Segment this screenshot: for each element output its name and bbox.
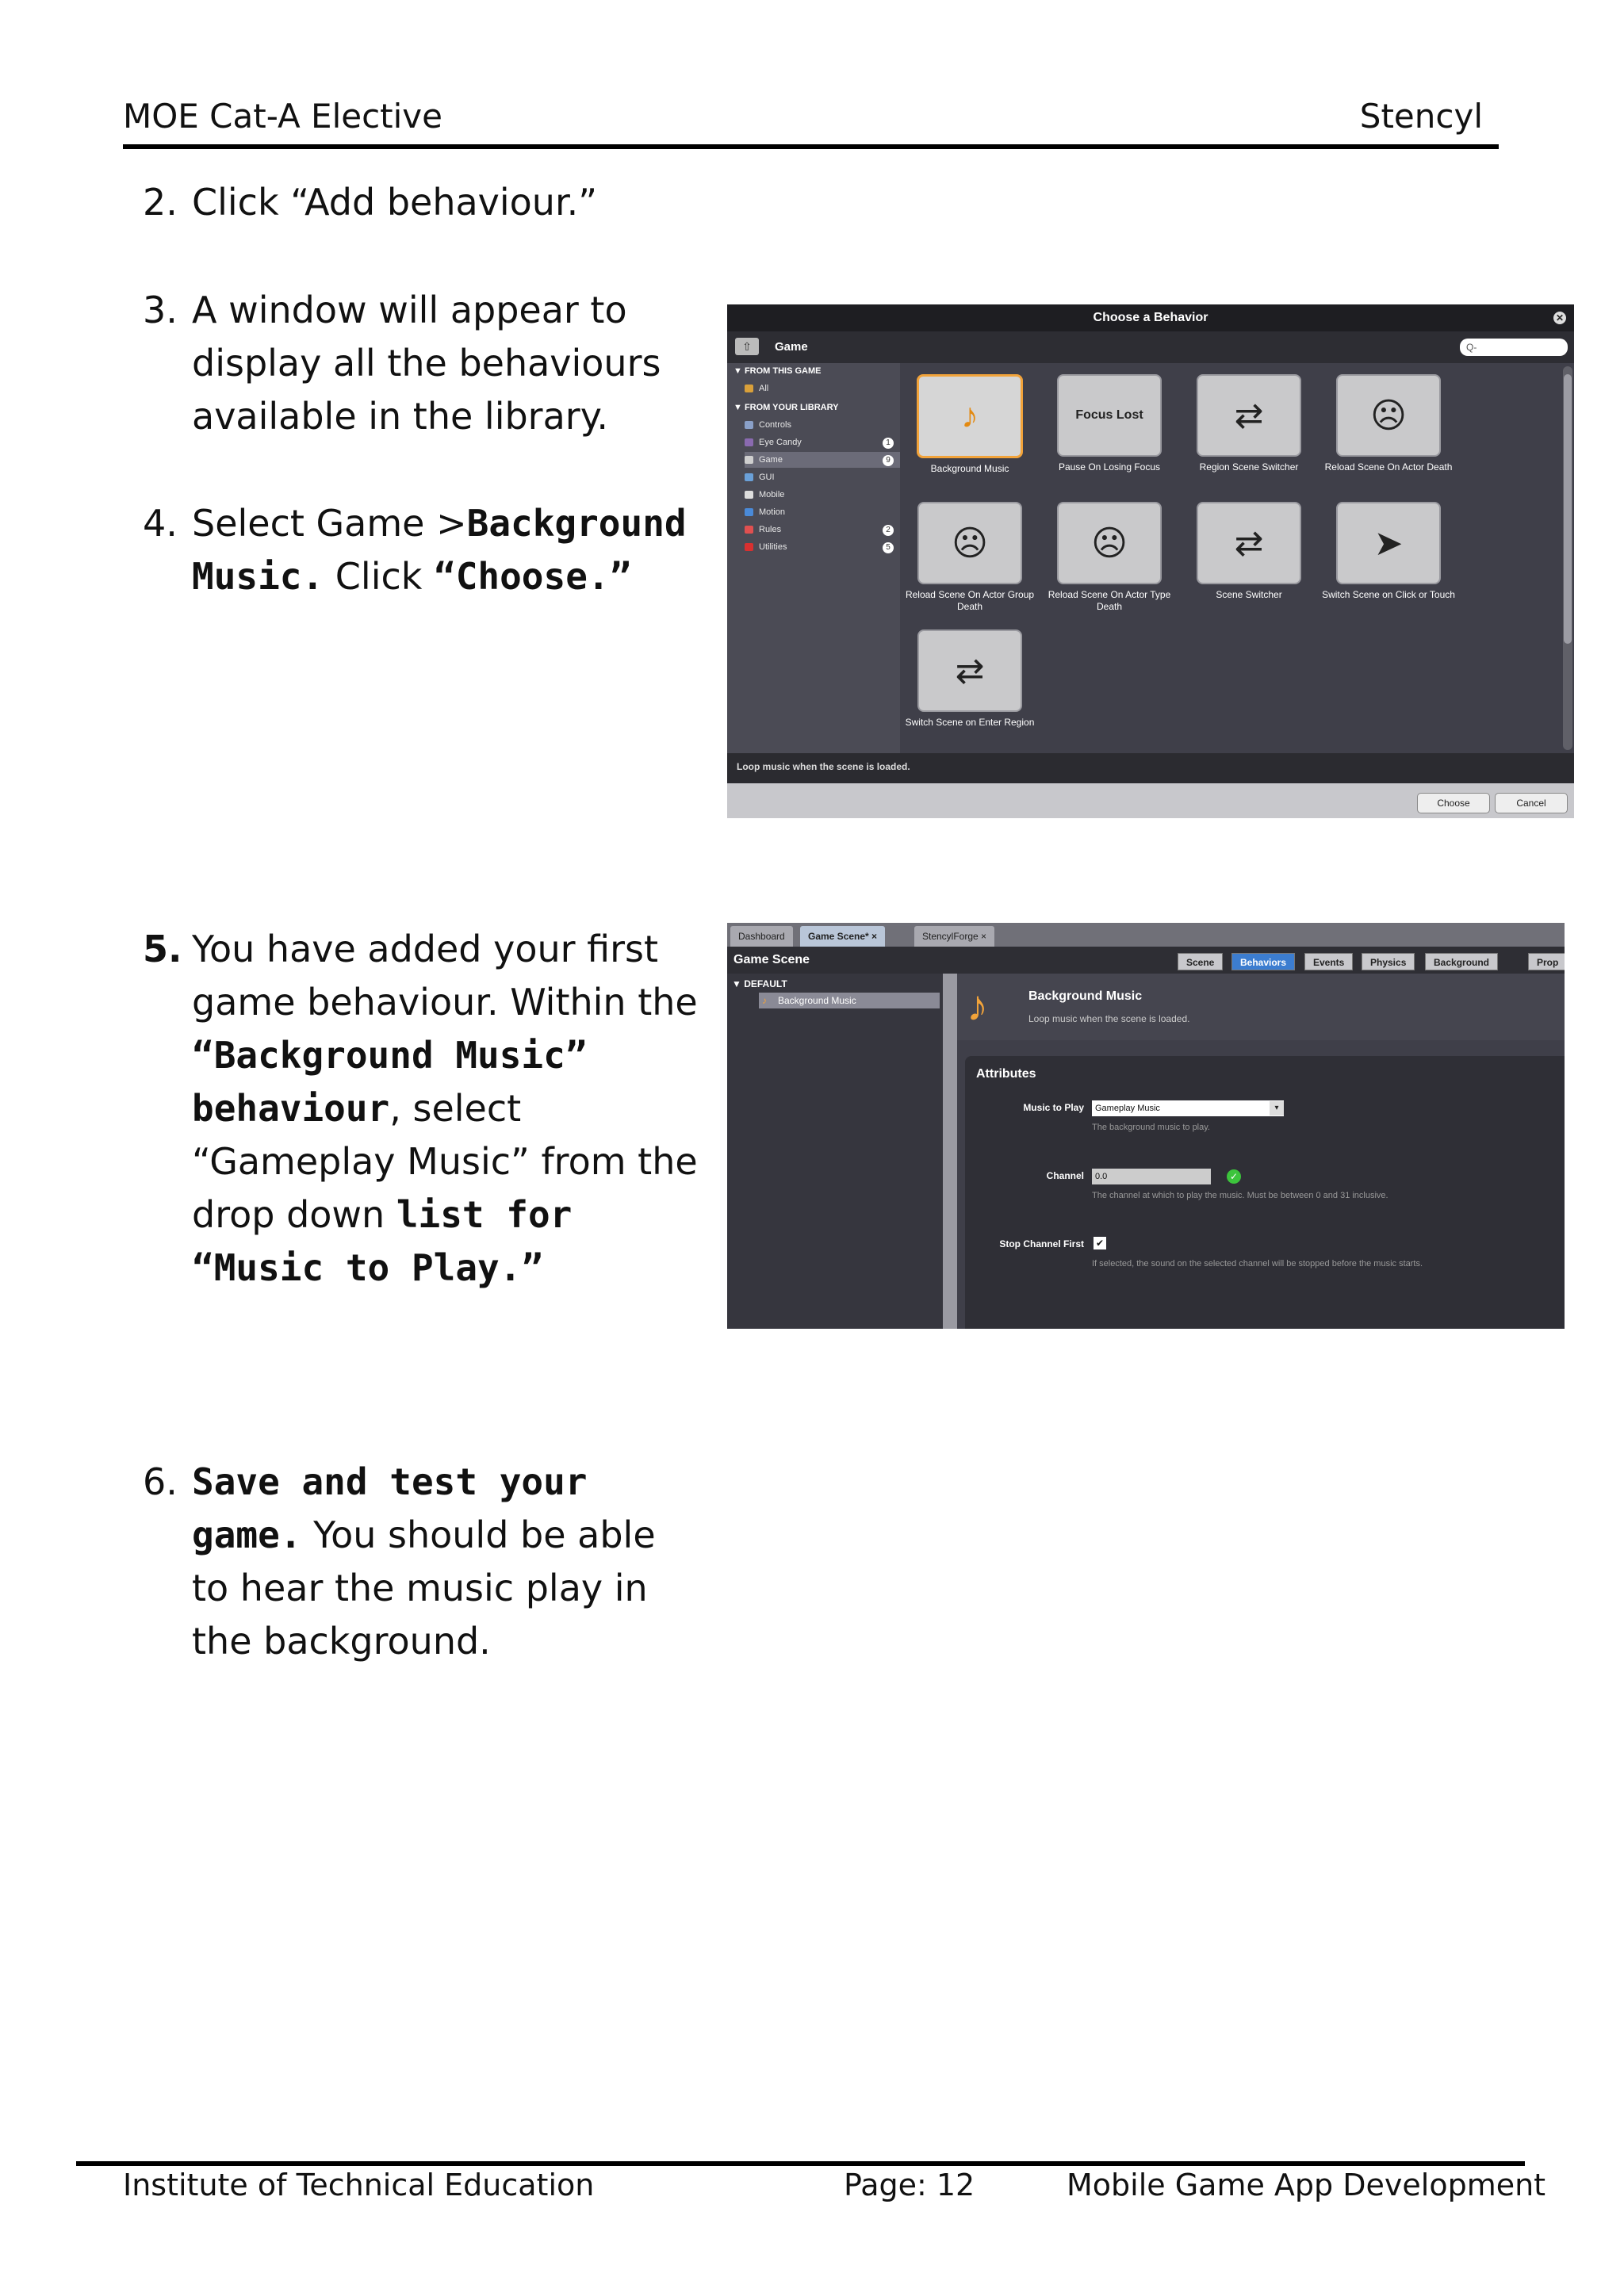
sidebar-item-label: GUI xyxy=(759,473,775,482)
behavior-tile[interactable] xyxy=(1181,502,1317,601)
behavior-tile-label: Reload Scene On Actor Death xyxy=(1324,461,1453,473)
behavior-icon: ☹ xyxy=(917,502,1022,584)
category-icon xyxy=(745,473,753,481)
category-icon xyxy=(745,438,753,446)
step-number: 2. xyxy=(143,181,178,224)
breadcrumb: Game xyxy=(775,340,808,354)
behavior-description: Loop music when the scene is loaded. xyxy=(727,753,1574,783)
sidebar-item-gui[interactable] xyxy=(745,469,900,485)
step-number: 3. xyxy=(143,289,178,331)
step-6 xyxy=(143,1456,714,1668)
behavior-name: Background Music xyxy=(1028,989,1143,1003)
header-course: MOE Cat-A Elective xyxy=(123,97,442,136)
step-text-bold: Background Music. xyxy=(192,502,687,598)
category-icon xyxy=(745,526,753,534)
behavior-grid xyxy=(902,363,1561,753)
sidebar-item-label: Controls xyxy=(759,420,791,430)
subtab-behaviors[interactable]: Behaviors xyxy=(1231,953,1295,970)
back-button[interactable]: ⇧ xyxy=(735,338,759,355)
sidebar-item-all[interactable] xyxy=(745,381,900,396)
choose-behavior-dialog xyxy=(727,304,1574,818)
attribute-row xyxy=(965,1169,1565,1216)
valid-check-icon: ✓ xyxy=(1227,1169,1241,1184)
behavior-tile-label: Scene Switcher xyxy=(1216,589,1282,600)
choose-button[interactable]: Choose xyxy=(1417,793,1490,813)
subtab-background[interactable]: Background xyxy=(1425,953,1498,970)
subtab-physics[interactable]: Physics xyxy=(1362,953,1415,970)
behavior-tile[interactable] xyxy=(1041,502,1178,613)
step-number: 4. xyxy=(143,502,178,545)
step-text: Click “Add behaviour.” xyxy=(192,181,598,224)
sidebar-item-mobile[interactable] xyxy=(745,487,900,503)
behavior-description: Loop music when the scene is loaded. xyxy=(1028,1013,1190,1024)
page-header xyxy=(123,94,1499,149)
close-icon[interactable]: ✕ xyxy=(1553,312,1566,324)
category-icon xyxy=(745,421,753,429)
step-text-bold: “Choose.” xyxy=(434,555,632,598)
step-2 xyxy=(143,176,714,229)
stop-channel-checkbox[interactable]: ✔ xyxy=(1094,1237,1106,1249)
scene-header xyxy=(727,947,1565,974)
footer-institute: Institute of Technical Education xyxy=(123,2168,595,2202)
sidebar-item-label: Utilities xyxy=(759,542,787,552)
panel-divider[interactable] xyxy=(943,974,957,1329)
step-5 xyxy=(143,923,730,1295)
channel-input[interactable]: 0.0 xyxy=(1092,1169,1211,1184)
behavior-icon: ➤ xyxy=(1336,502,1441,584)
sidebar-item-label: Motion xyxy=(759,507,786,517)
step-3 xyxy=(143,284,761,443)
behavior-tile-label: Pause On Losing Focus xyxy=(1058,461,1161,473)
attribute-label: Stop Channel First xyxy=(999,1238,1084,1249)
sidebar-item-eye-candy[interactable] xyxy=(745,434,900,450)
scrollbar-thumb[interactable] xyxy=(1564,374,1572,644)
behavior-tile[interactable] xyxy=(1181,374,1317,473)
step-text-part: You have added your first game behaviour. Within the xyxy=(192,928,698,1024)
behavior-icon: Focus Lost xyxy=(1057,374,1162,457)
category-icon xyxy=(745,456,753,464)
behavior-tile-label: Region Scene Switcher xyxy=(1199,461,1299,473)
subtab-events[interactable]: Events xyxy=(1304,953,1353,970)
category-icon xyxy=(745,543,753,551)
behavior-tile[interactable] xyxy=(902,502,1038,613)
behavior-tile-label: Switch Scene on Click or Touch xyxy=(1322,589,1455,600)
behavior-tree xyxy=(727,974,943,1329)
sidebar-item-label: Eye Candy xyxy=(759,438,802,447)
attribute-help: The background music to play. xyxy=(1092,1123,1210,1132)
sidebar-item-game[interactable] xyxy=(745,452,900,468)
behavior-icon: ⇄ xyxy=(917,629,1022,712)
sidebar-item-label: Game xyxy=(759,455,783,465)
attributes-title: Attributes xyxy=(976,1067,1036,1081)
cancel-button[interactable]: Cancel xyxy=(1495,793,1568,813)
document-tabs xyxy=(727,923,1565,947)
step-text xyxy=(192,497,715,603)
step-4 xyxy=(143,497,761,603)
behavior-tile-label: Switch Scene on Enter Region xyxy=(905,717,1035,728)
header-topic: Stencyl xyxy=(1359,97,1483,136)
music-to-play-select[interactable]: Gameplay Music xyxy=(1092,1100,1284,1116)
behavior-header xyxy=(957,974,1565,1040)
attribute-row xyxy=(965,1237,1565,1284)
tree-header[interactable]: ▼ DEFAULT xyxy=(732,978,787,989)
tab-game-scene[interactable]: Game Scene* × xyxy=(800,926,885,947)
behavior-icon: ☹ xyxy=(1336,374,1441,457)
step-text-part: You should be able to hear the music play in the background. xyxy=(192,1513,656,1663)
category-icon xyxy=(745,491,753,499)
game-scene-editor xyxy=(727,923,1565,1329)
scrollbar[interactable] xyxy=(1563,366,1572,750)
category-sidebar xyxy=(727,363,900,753)
step-text xyxy=(192,1456,668,1668)
tab-stencylforge[interactable]: StencylForge × xyxy=(914,926,994,947)
subtab-scene[interactable]: Scene xyxy=(1178,953,1223,970)
tree-item-label: Background Music xyxy=(778,995,856,1006)
music-note-icon: ♪ xyxy=(967,982,988,1030)
dialog-title: Choose a Behavior xyxy=(1093,311,1208,324)
behavior-icon: ⇄ xyxy=(1197,374,1301,457)
footer-rule xyxy=(76,2161,1525,2166)
behavior-icon: ☹ xyxy=(1057,502,1162,584)
count-badge: 1 xyxy=(883,438,894,449)
step-text-part: Click xyxy=(324,555,435,598)
folder-icon xyxy=(745,385,753,392)
dialog-toolbar xyxy=(727,331,1574,363)
behavior-tile-label: Background Music xyxy=(930,463,1009,474)
scene-title: Game Scene xyxy=(733,953,810,966)
sidebar-item-controls[interactable] xyxy=(745,417,900,433)
step-text xyxy=(192,923,699,1295)
behavior-tile-label: Reload Scene On Actor Group Death xyxy=(905,589,1035,612)
behavior-tile-label: Reload Scene On Actor Type Death xyxy=(1048,589,1171,612)
behavior-icon: ♪ xyxy=(917,374,1023,458)
count-badge: 9 xyxy=(883,455,894,466)
tree-item-background-music[interactable] xyxy=(759,993,940,1008)
sidebar-item-utilities[interactable] xyxy=(745,539,900,555)
behavior-tile[interactable] xyxy=(902,629,1038,729)
step-number: 6. xyxy=(143,1460,178,1503)
category-icon xyxy=(745,508,753,516)
music-note-icon: ♪ xyxy=(762,995,767,1006)
step-text-part: , select “Gameplay Music” from the drop down xyxy=(192,1087,698,1236)
footer-subject: Mobile Game App Development xyxy=(1067,2168,1546,2202)
attribute-label: Channel xyxy=(1046,1170,1084,1181)
count-badge: 2 xyxy=(883,525,894,536)
behavior-tile[interactable] xyxy=(1320,502,1457,601)
attribute-help: If selected, the sound on the selected channel will be stopped before the music starts. xyxy=(1092,1259,1423,1269)
step-number: 5. xyxy=(143,928,182,970)
sidebar-item-rules[interactable] xyxy=(745,522,900,538)
behavior-tile[interactable] xyxy=(1320,374,1457,473)
attribute-help: The channel at which to play the music. Must be between 0 and 31 inclusive. xyxy=(1092,1191,1388,1200)
attribute-row xyxy=(965,1100,1565,1148)
section-this-game: ▼ FROM THIS GAME xyxy=(733,366,822,376)
attribute-label: Music to Play xyxy=(1023,1102,1084,1113)
sidebar-item-motion[interactable] xyxy=(745,504,900,520)
subtab-properties[interactable]: Prop xyxy=(1528,953,1565,970)
behavior-icon: ⇄ xyxy=(1197,502,1301,584)
behavior-panel xyxy=(957,974,1565,1329)
sidebar-item-label: Mobile xyxy=(759,490,785,499)
step-text-bold: Save and test your game. xyxy=(192,1460,588,1556)
section-library: ▼ FROM YOUR LIBRARY xyxy=(733,403,839,412)
step-text-bold: “Background Music” behaviour xyxy=(192,1034,588,1130)
step-text: A window will appear to display all the behaviours available in the library. xyxy=(192,289,661,438)
dialog-titlebar xyxy=(727,304,1574,331)
page-number: Page: 12 xyxy=(844,2168,975,2202)
sidebar-item-label: Rules xyxy=(759,525,782,534)
search-input[interactable]: Q- xyxy=(1460,339,1568,356)
tab-dashboard[interactable]: Dashboard xyxy=(730,926,793,947)
sidebar-item-label: All xyxy=(759,384,769,393)
step-text-bold: list for “Music to Play.” xyxy=(192,1193,573,1289)
behavior-tile[interactable] xyxy=(902,374,1038,475)
step-text-part: Select Game > xyxy=(192,502,467,545)
chevron-down-icon[interactable]: ▾ xyxy=(1270,1101,1284,1115)
attributes-panel xyxy=(965,1056,1565,1329)
count-badge: 5 xyxy=(883,542,894,553)
dialog-footer xyxy=(727,783,1574,818)
behavior-tile[interactable] xyxy=(1041,374,1178,473)
